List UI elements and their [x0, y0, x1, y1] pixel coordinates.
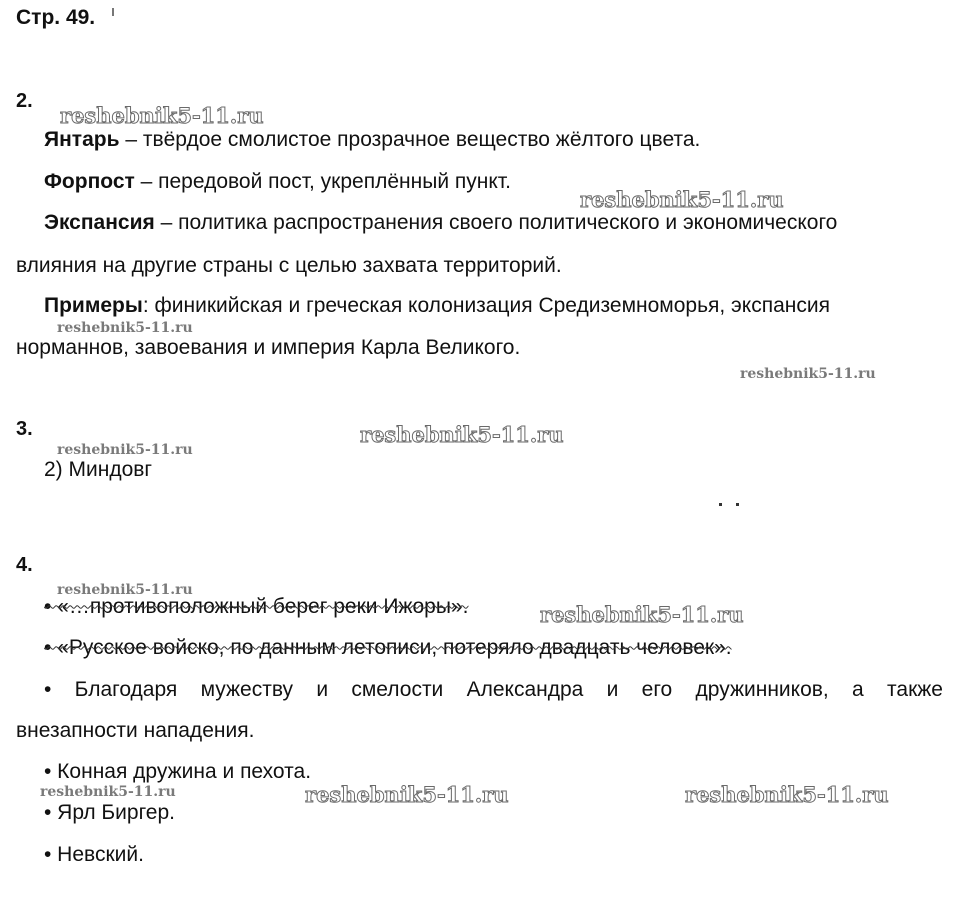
stray-dot [719, 503, 722, 506]
task-4-item-6: • Невский. [44, 843, 144, 866]
watermark: reshebnik5-11.ru [540, 602, 744, 627]
examples-line1 [44, 293, 830, 319]
stray-dot [736, 503, 739, 506]
examples-line2: норманнов, завоевания и империя Карла Великого. [16, 336, 521, 359]
watermark: reshebnik5-11.ru [57, 320, 193, 336]
task-4-item-1 [44, 594, 468, 620]
term-examples: Примеры [44, 294, 143, 317]
task-4-item-5: • Ярл Биргер. [44, 801, 175, 824]
definition-expansion-line1 [44, 210, 837, 236]
task-4-item-2 [44, 635, 732, 661]
definition-amber-text: – твёрдое смолистое прозрачное вещество жёлтого цвета. [119, 128, 701, 151]
definition-amber [44, 127, 700, 153]
task-4-item-1-text: • «…противоположный берег реки Ижоры». [44, 595, 469, 618]
examples-text1: : финикийская и греческая колонизация Средиземноморья, экспансия [142, 294, 830, 317]
stray-mark [112, 8, 114, 16]
definition-outpost-text: – передовой пост, укреплённый пункт. [134, 170, 511, 193]
task-4-item-3-line2: внезапности нападения. [16, 719, 255, 742]
watermark: reshebnik5-11.ru [60, 103, 264, 128]
watermark: reshebnik5-11.ru [57, 582, 193, 598]
task-4-item-2-text: • «Русское войско, по данным летописи, потеряло двадцать человек». [44, 636, 732, 659]
watermark: reshebnik5-11.ru [740, 366, 876, 382]
task-4-item-4: • Конная дружина и пехота. [44, 760, 312, 783]
watermark: reshebnik5-11.ru [57, 442, 193, 458]
page-title: Стр. 49. [16, 6, 96, 29]
term-expansion: Экспансия [44, 211, 155, 234]
term-outpost: Форпост [44, 170, 135, 193]
task-4-item-3-line1: • Благодаря мужеству и смелости Александра и его дружинников, а также [44, 678, 943, 701]
watermark: reshebnik5-11.ru [685, 782, 889, 807]
task-3-answer: 2) Миндовг [44, 458, 153, 481]
watermark: reshebnik5-11.ru [305, 782, 509, 807]
watermark: reshebnik5-11.ru [360, 422, 564, 447]
task-2-number: 2. [16, 90, 33, 112]
watermark: reshebnik5-11.ru [580, 187, 784, 212]
watermark: reshebnik5-11.ru [40, 784, 176, 800]
term-amber: Янтарь [44, 128, 120, 151]
task-4-number: 4. [16, 554, 33, 576]
task-3-number: 3. [16, 418, 33, 440]
definition-outpost [44, 169, 511, 195]
definition-expansion-text1: – политика распространения своего политического и экономического [154, 211, 838, 234]
definition-expansion-line2: влияния на другие страны с целью захвата территорий. [16, 254, 562, 277]
